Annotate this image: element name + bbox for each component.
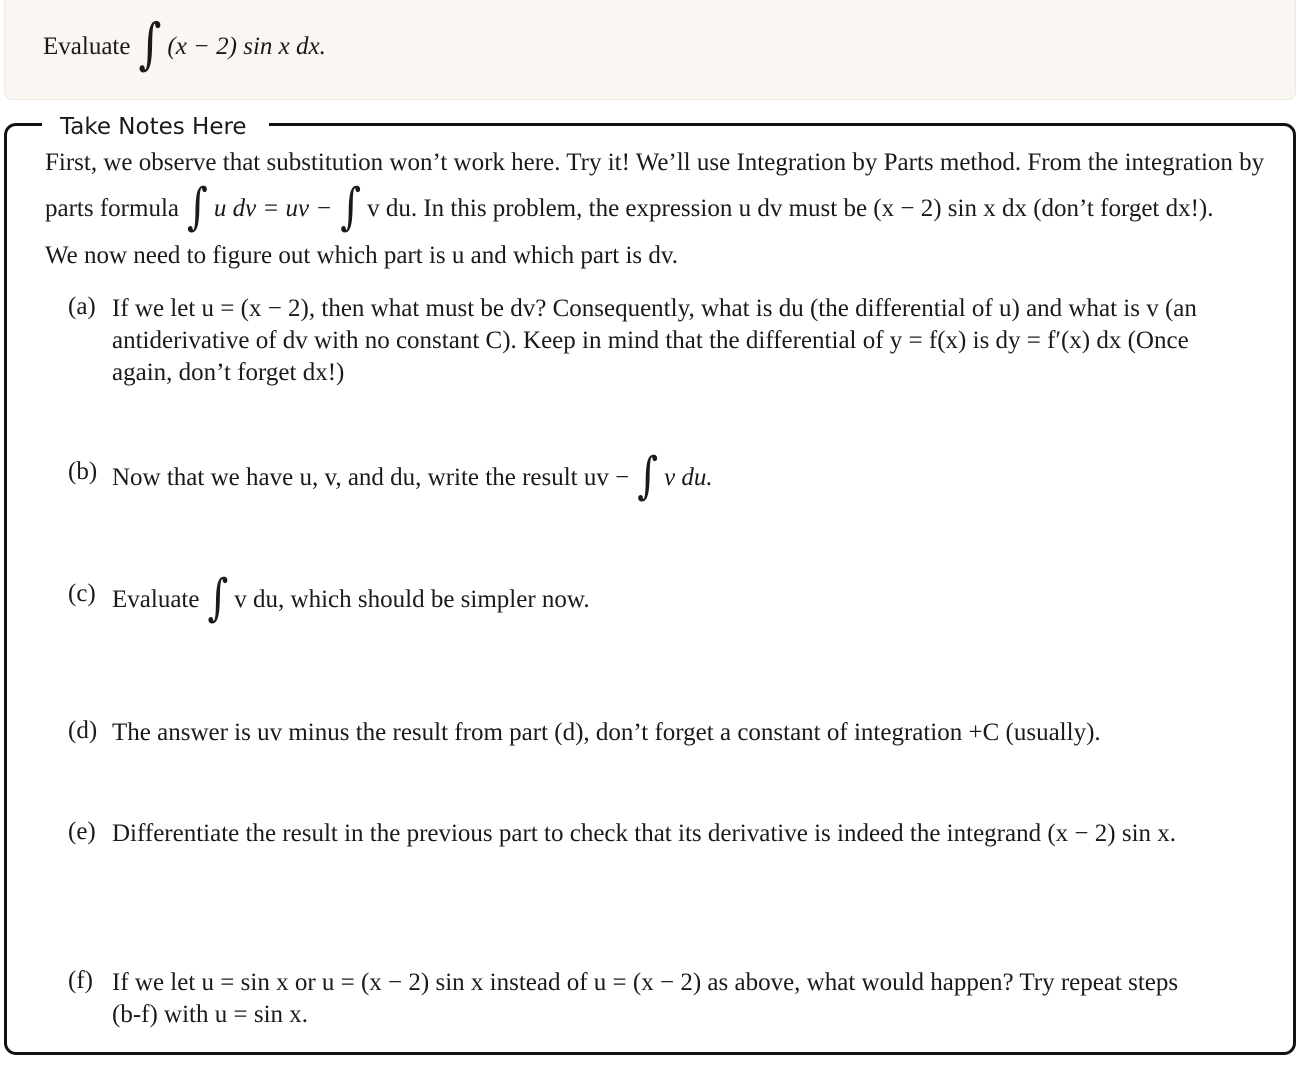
intro-line-2-c: v du. In this problem, the expression u dv must be (x − 2) sin x dx (don’t forget dx!). (367, 195, 1214, 222)
part-c-text-a: Evaluate (112, 586, 200, 613)
part-label: (c) (68, 580, 96, 607)
part-c (68, 569, 1264, 627)
part-label: (f) (68, 967, 93, 994)
part-e-text: Differentiate the result in the previous part to check that its derivative is indeed the integrand (x − 2) sin x. (112, 820, 1177, 847)
part-a-line-3: again, don’t forget dx!) (112, 359, 345, 386)
part-label: (e) (68, 818, 96, 845)
intro-line-2-a: parts formula (45, 195, 179, 222)
part-c-text-b: v du, which should be simpler now. (234, 586, 590, 613)
integral-sign: ∫ (340, 178, 362, 236)
part-label: (a) (68, 293, 96, 320)
part-b (68, 447, 1264, 505)
intro-line-2 (45, 178, 1267, 236)
integral-sign: ∫ (138, 12, 162, 77)
problem-prefix: Evaluate (43, 33, 131, 60)
part-a-line-1: If we let u = (x − 2), then what must be dv? Consequently, what is du (the differential of u) and what is v (an (112, 295, 1197, 322)
part-a (68, 293, 1264, 389)
part-label: (d) (68, 717, 98, 744)
notes-intro (45, 140, 1267, 278)
part-f-line-1: If we let u = sin x or u = (x − 2) sin x instead of u = (x − 2) as above, what would happen? Try repeat steps (112, 969, 1179, 996)
integral-sign: ∫ (637, 447, 659, 505)
part-d (68, 717, 1264, 749)
part-b-text-a: Now that we have u, v, and du, write the result uv − (112, 464, 630, 491)
part-e (68, 818, 1264, 850)
problem-integrand: (x − 2) sin x dx. (167, 33, 326, 60)
problem-card (4, 0, 1296, 100)
part-b-text-b: v du. (664, 464, 713, 491)
problem-statement (43, 12, 326, 77)
part-f (68, 967, 1264, 1031)
integral-sign: ∫ (186, 178, 208, 236)
part-a-line-2: antiderivative of dv with no constant C). Keep in mind that the differential of y = f(x) is dy = f′(x) dx (Once (112, 327, 1189, 354)
part-d-text: The answer is uv minus the result from part (d), don’t forget a constant of integration +C (usually). (112, 719, 1101, 746)
part-f-line-2: (b-f) with u = sin x. (112, 1001, 309, 1028)
intro-line-3: We now need to figure out which part is u and which part is dv. (45, 241, 679, 269)
intro-line-2-b: u dv = uv − (213, 195, 333, 222)
intro-line-1: First, we observe that substitution won’t work here. Try it! We’ll use Integration by Parts method. From the integration by (45, 148, 1265, 176)
integral-sign: ∫ (207, 569, 229, 627)
notes-legend: Take Notes Here (42, 112, 269, 142)
part-label: (b) (68, 458, 98, 485)
